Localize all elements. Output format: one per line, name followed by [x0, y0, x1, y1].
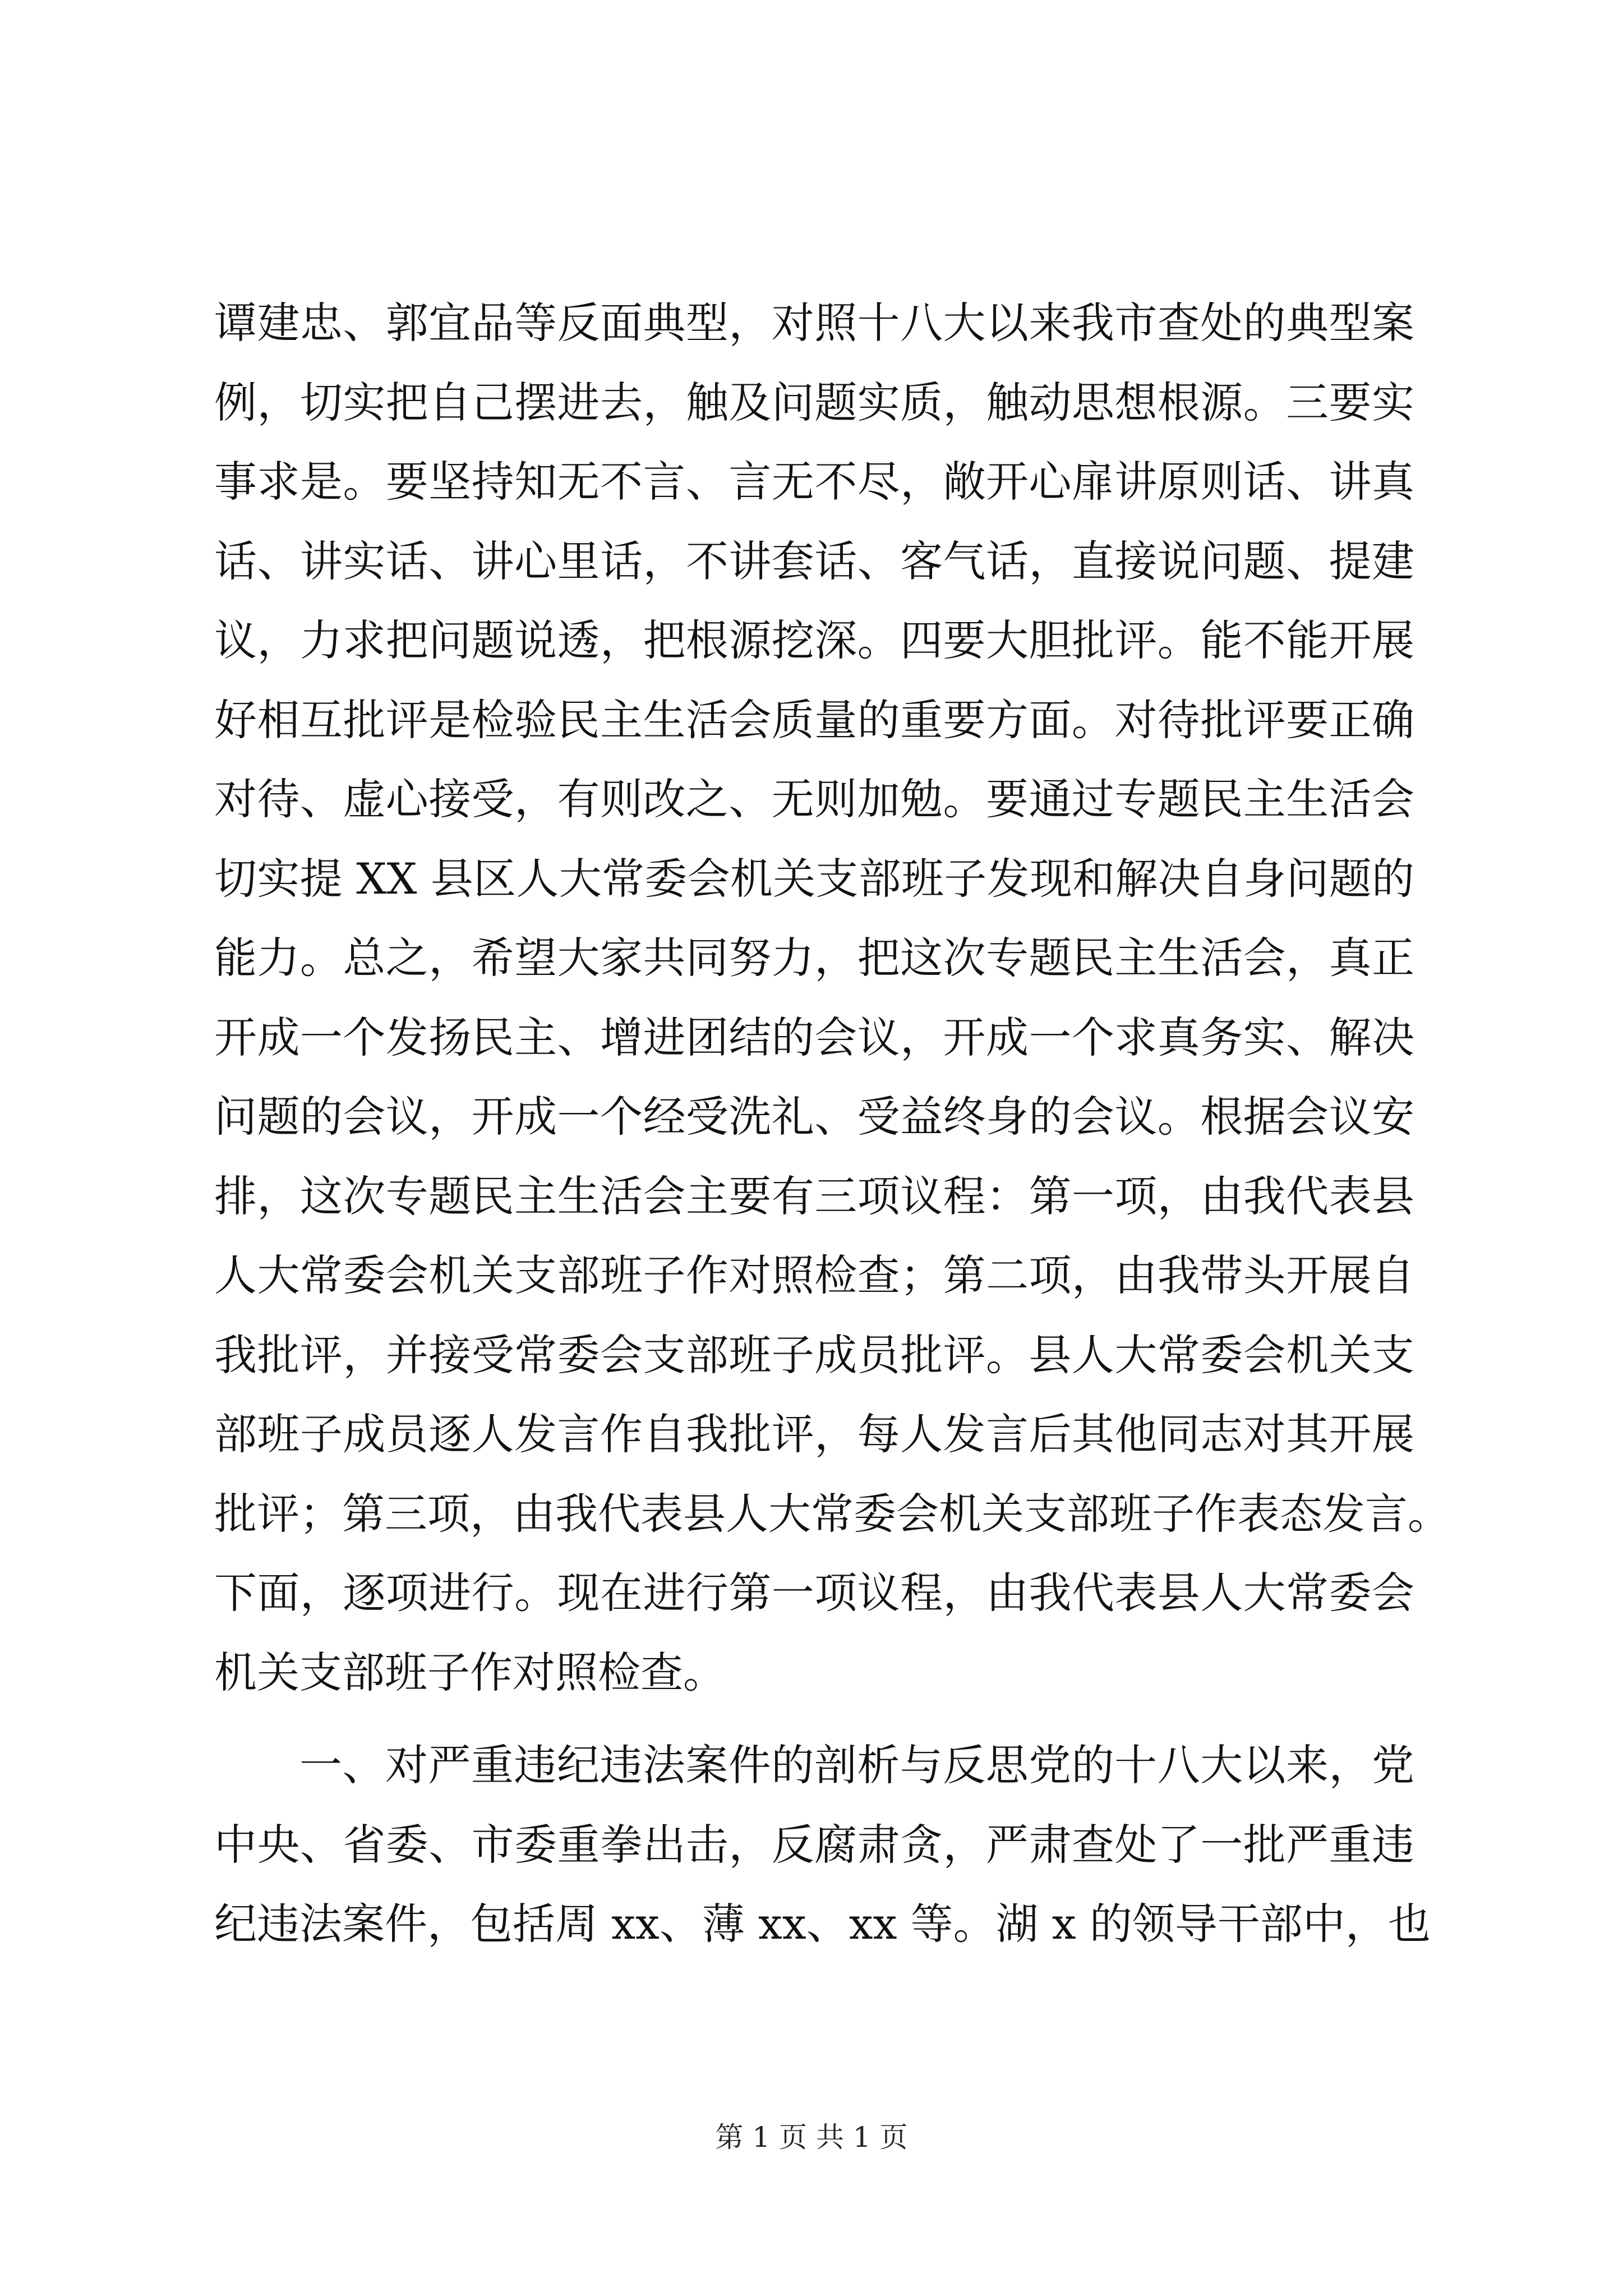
- text-line: 排，这次专题民主生活会主要有三项议程：第一项，由我代表县: [214, 1171, 1414, 1221]
- text-line: 下面，逐项进行。现在进行第一项议程，由我代表县人大常委会: [214, 1568, 1414, 1618]
- body-text: [214, 283, 1450, 1964]
- text-line: 切实提 XX 县区人大常委会机关支部班子发现和解决自身问题的: [214, 853, 1414, 904]
- text-line: 部班子成员逐人发言作自我批评，每人发言后其他同志对其开展: [214, 1409, 1414, 1459]
- text-line: 人大常委会机关支部班子作对照检查；第二项，由我带头开展自: [214, 1250, 1414, 1300]
- text-line: 对待、虚心接受，有则改之、无则加勉。要通过专题民主生活会: [214, 774, 1414, 824]
- text-line: 议，力求把问题说透，把根源挖深。四要大胆批评。能不能开展: [214, 615, 1414, 665]
- text-line: 批评；第三项，由我代表县人大常委会机关支部班子作表态发言。: [214, 1488, 1450, 1539]
- text-line: 纪违法案件，包括周 xx、薄 xx、xx 等。湖 x 的领导干部中，也: [214, 1899, 1431, 1949]
- text-line: 问题的会议，开成一个经受洗礼、受益终身的会议。根据会议安: [214, 1092, 1414, 1142]
- text-line: 事求是。要坚持知无不言、言无不尽，敞开心扉讲原则话、讲真: [214, 457, 1414, 507]
- text-line: 中央、省委、市委重拳出击，反腐肃贪，严肃查处了一批严重违: [214, 1819, 1414, 1870]
- text-line: 机关支部班子作对照检查。: [214, 1647, 726, 1697]
- text-line: 谭建忠、郭宜品等反面典型，对照十八大以来我市查处的典型案: [214, 298, 1414, 348]
- page-footer: 第 1 页 共 1 页: [715, 2121, 908, 2154]
- text-line: 例，切实把自己摆进去，触及问题实质，触动思想根源。三要实: [214, 377, 1414, 427]
- text-line: 好相互批评是检验民主生活会质量的重要方面。对待批评要正确: [214, 694, 1414, 745]
- text-line: 话、讲实话、讲心里话，不讲套话、客气话，直接说问题、提建: [214, 536, 1414, 586]
- section-heading-line: 一、对严重违纪违法案件的剖析与反思党的十八大以来，党: [299, 1740, 1414, 1790]
- text-line: 我批评，并接受常委会支部班子成员批评。县人大常委会机关支: [214, 1329, 1414, 1380]
- paragraph-gap: [214, 1712, 1414, 1726]
- text-line: 开成一个发扬民主、增进团结的会议，开成一个求真务实、解决: [214, 1012, 1414, 1062]
- text-line: 能力。总之，希望大家共同努力，把这次专题民主生活会，真正: [214, 933, 1414, 983]
